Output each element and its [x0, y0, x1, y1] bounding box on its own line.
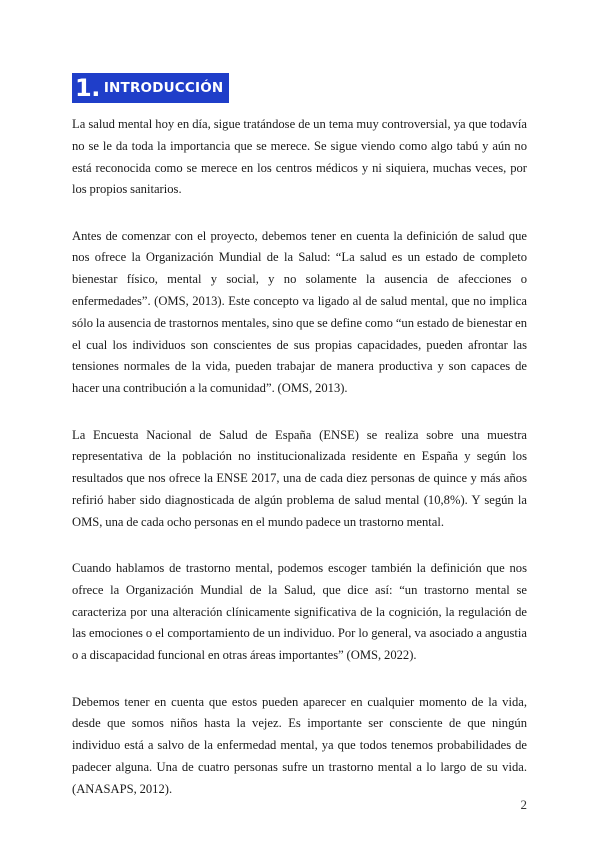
- paragraph-aparicion: Debemos tener en cuenta que estos pueden aparecer en cualquier momento de la vida, desde que somos niños hasta la vejez. Es importante ser consciente de que ningún individuo está a salvo de la enfermedad mental, ya que todos tenemos probabilidades de padecer alguna. Una de cuatro personas sufre un trastorno mental a lo largo de su vida. (ANASAPS, 2012).: [72, 694, 527, 796]
- page-number: 2: [520, 797, 527, 812]
- section-number: 1.: [75, 74, 100, 102]
- section-heading: [72, 73, 229, 103]
- paragraph-encuesta-ense: La Encuesta Nacional de Salud de España (ENSE) se realiza sobre una muestra representativa de la población no institucionalizada residente en España y según los resultados que nos ofrece la ENSE 2017, una de cada diez personas de quince y más años refirió haber sido diagnosticada de algún problema de salud mental (10,8%). Y según la OMS, una de cada ocho personas en el mundo padece un trastorno mental.: [72, 427, 527, 529]
- body-text: [72, 114, 527, 825]
- section-title: INTRODUCCIÓN: [103, 80, 224, 96]
- paragraph-definicion-salud: Antes de comenzar con el proyecto, debemos tener en cuenta la definición de salud que nos ofrece la Organización Mundial de la Salud: “La salud es un estado de completo bienestar físico, mental y social, y no solamente la ausencia de afecciones o enfermedades”. (OMS, 2013). Este concepto va ligado al de salud mental, que no implica sólo la ausencia de trastornos mentales, sino que se define como “un estado de bienestar en el cual los individuos son conscientes de sus propias capacidades, pueden afrontar las tensiones normales de la vida, pueden trabajar de manera productiva y son capaces de hacer una contribución a la comunidad”. (OMS, 2013).: [72, 228, 527, 396]
- paragraph-salud-mental: La salud mental hoy en día, sigue tratándose de un tema muy controversial, ya que todavía no se le da toda la importancia que se merece. Se sigue viendo como algo tabú y aún no está reconocida como se merece en los centros médicos y ni siquiera, muchas veces, por los propios sanitarios.: [72, 117, 527, 197]
- paragraph-trastorno-mental: Cuando hablamos de trastorno mental, podemos escoger también la definición que nos ofrece la Organización Mundial de la Salud, que dice así: “un trastorno mental se caracteriza por una alteración clínicamente significativa de la cognición, la regulación de las emociones o el comportamiento de un individuo. Por lo general, va asociado a angustia o a discapacidad funcional en otras áreas importantes” (OMS, 2022).: [72, 561, 527, 663]
